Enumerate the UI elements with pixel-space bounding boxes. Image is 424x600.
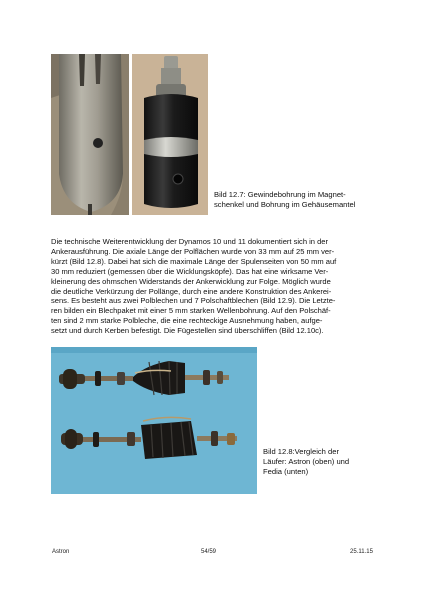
body-line: Die technische Weiterentwicklung der Dynamos 10 und 11 dokumentiert sich in der [51,237,329,246]
body-paragraph [51,237,381,336]
body-line: 30 mm reduziert (gemessen über die Wicklungsköpfe). Das hat eine wirksame Ver- [51,266,329,276]
body-line: kürzt (Bild 12.8). Dabei hat sich die maximale Länge der Spulenseiten von 50 mm auf [51,256,337,266]
figure-12-8-caption [263,447,413,477]
body-line: die deutliche Verkürzung der Pollänge, durch eine andere Konstruktion des Ankerei- [51,286,332,296]
figure-12-8-caption-line-2: Läufer: Astron (oben) und [263,457,350,466]
body-line: ren bilden ein Blechpaket mit einer 5 mm starken Wellenbohrung. Auf den Polschäf- [51,306,331,316]
figure-12-8-caption-line-1: Bild 12.8:Vergleich der [263,447,339,456]
body-line: Ankerausführung. Die axiale Länge der Polflächen wurde von 33 mm auf 25 mm ver- [51,246,335,256]
body-line: ten sind 2 mm starke Polbleche, die eine rechteckige Ausnehmung haben, aufge- [51,316,323,326]
body-line: kleinerung des ohmschen Widerstands der Ankerwicklung zur Folge. Möglich wurde [51,276,331,286]
photo-magnet-shell [51,54,129,215]
photo-armature-comparison [51,347,257,494]
figure-12-7-caption-line-1: Bild 12.7: Gewindebohrung im Magnet- [214,190,346,199]
body-line: setzt und durch Kerben befestigt. Die Fügestellen sind überschliffen (Bild 12.10c). [51,326,324,336]
figure-12-8-caption-line-3: Fedia (unten) [263,467,309,476]
figure-12-7-caption-line-2: schenkel und Bohrung im Gehäusemantel [214,200,356,209]
photo-housing-bore [132,54,208,215]
footer-left: Astron [52,549,70,555]
body-line: sens. Es besteht aus zwei Polblechen und 7 Polschaftblechen (Bild 12.9). Die Letzte- [51,296,336,306]
footer-date: 25.11.15 [350,549,373,555]
figure-12-7-caption [214,190,414,210]
page-number: 54/59 [201,549,217,555]
